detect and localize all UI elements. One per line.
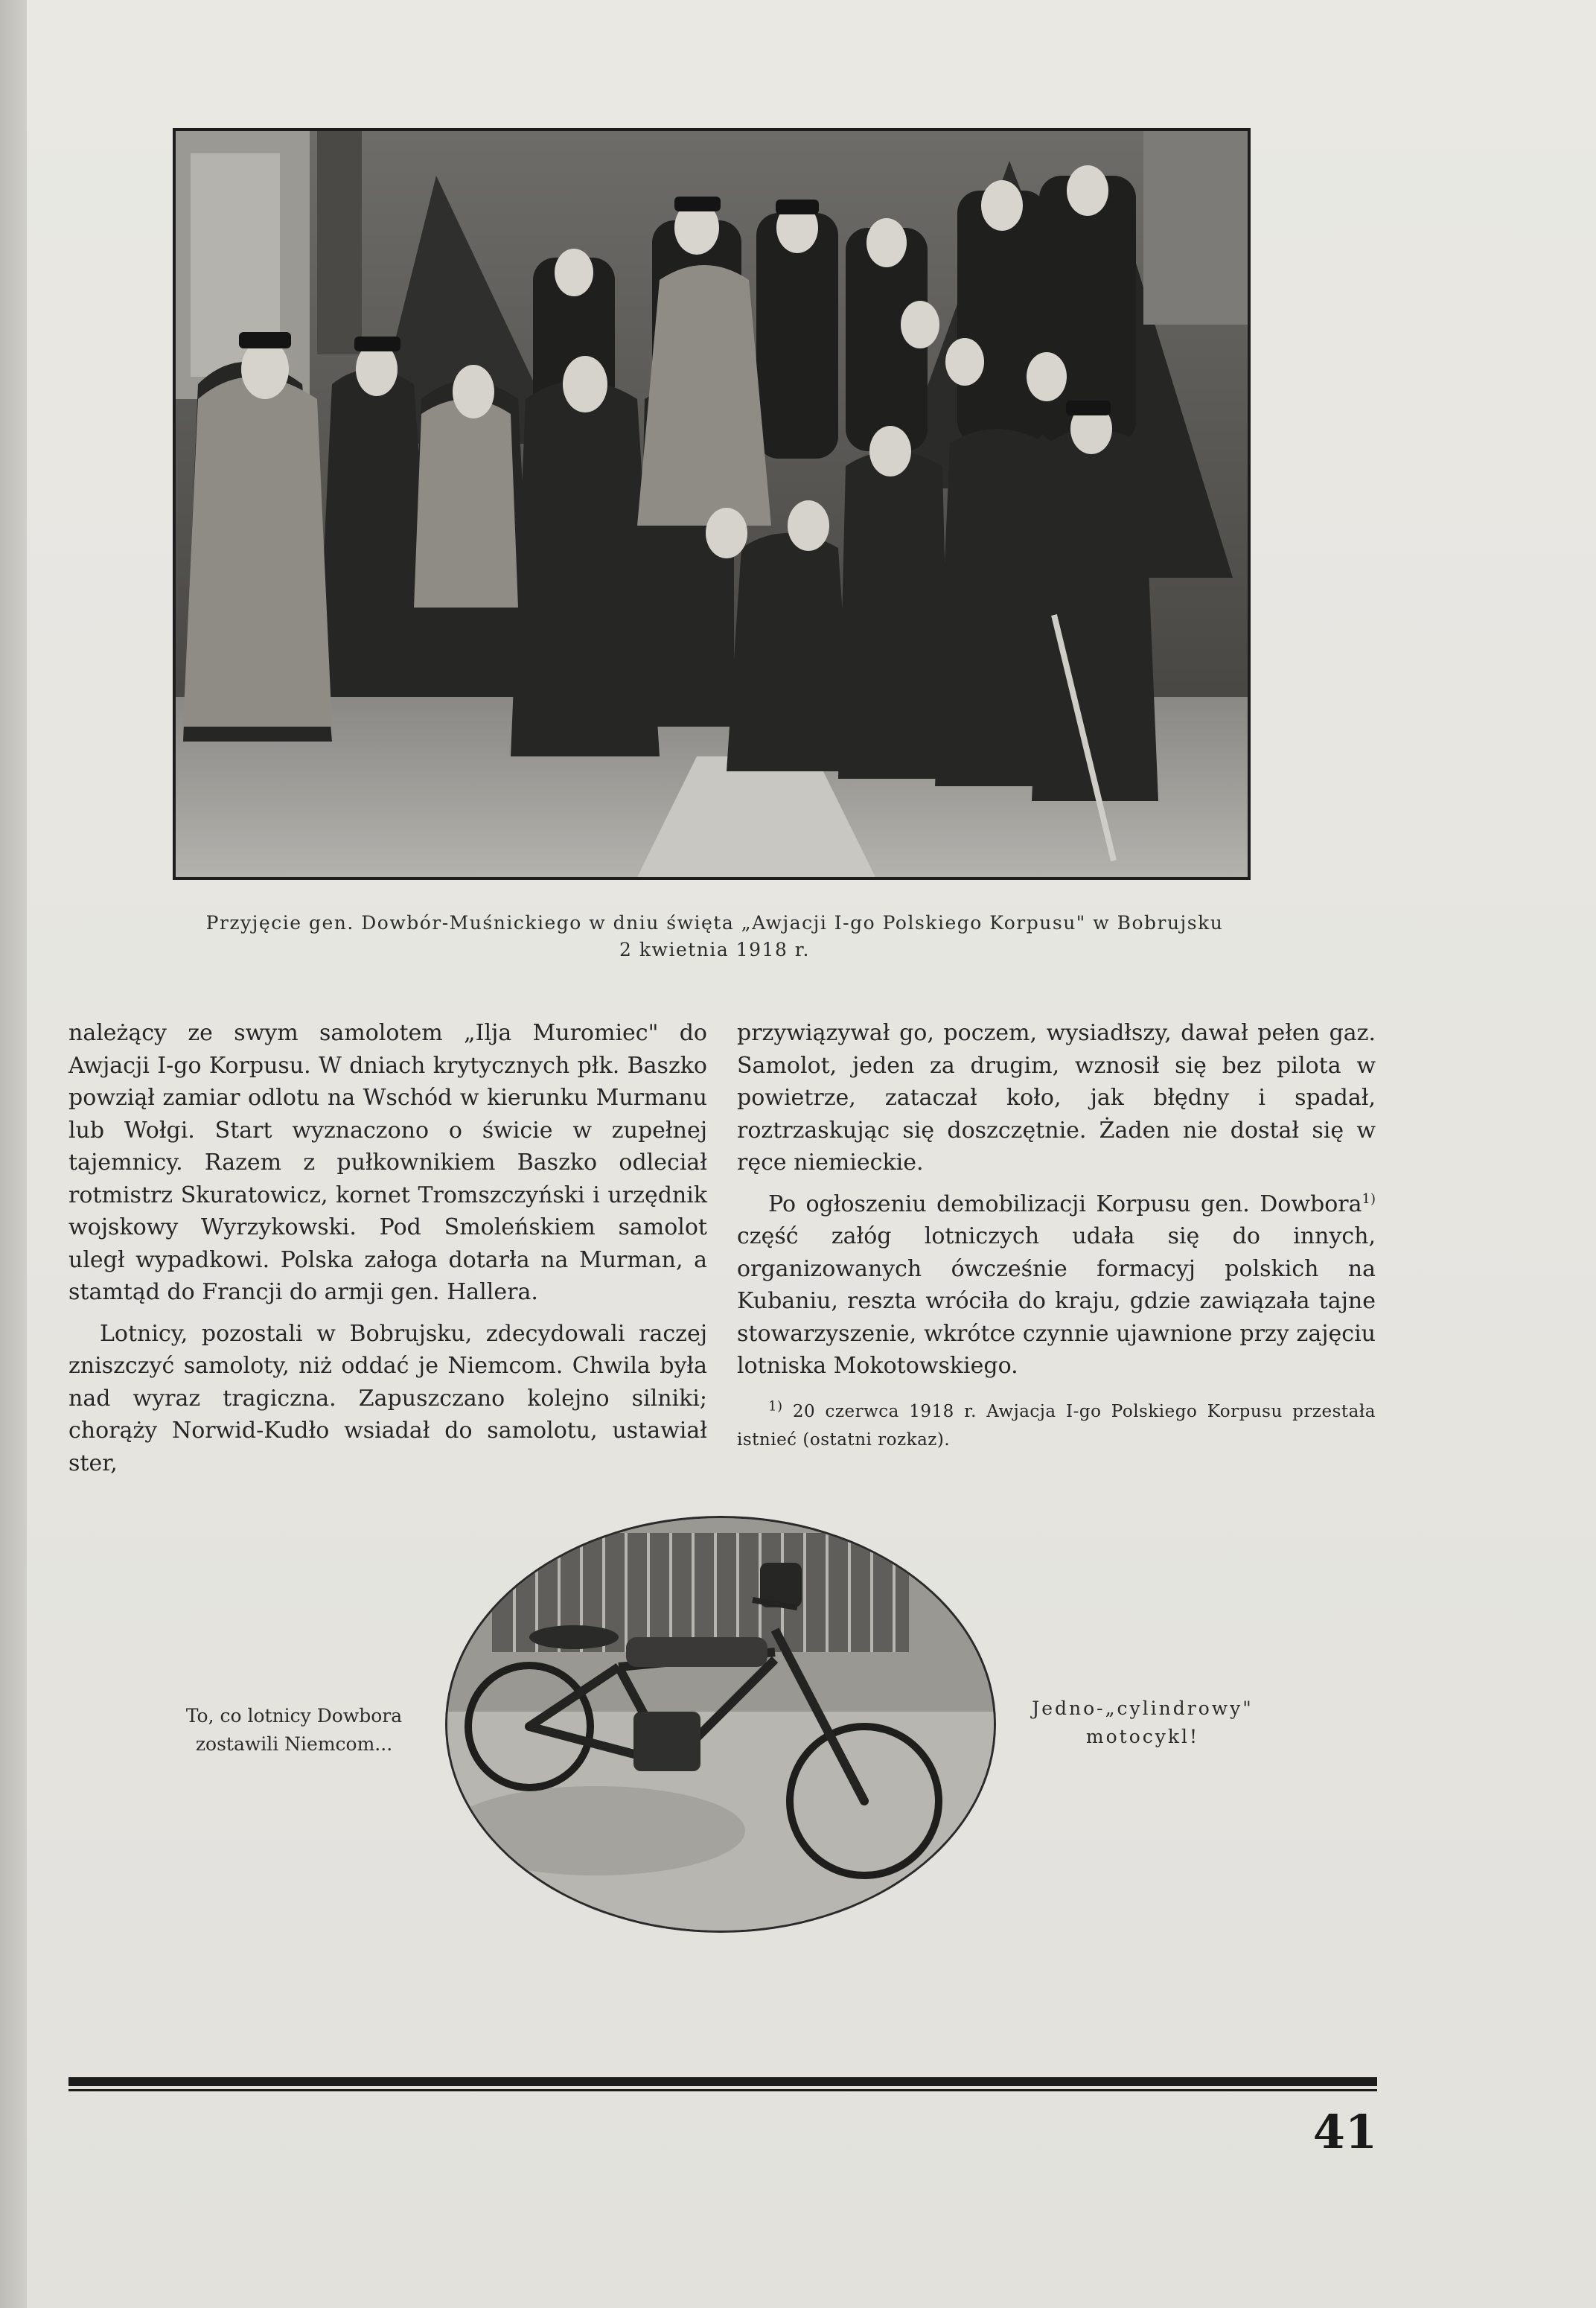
- motorcycle-caption-left: To, co lotnicy Dowbora zostawili Niemcom...: [185, 1705, 403, 1755]
- footnote-reference: 1): [1362, 1190, 1376, 1207]
- motorcycle-photograph: [445, 1516, 996, 1933]
- photo-caption: [179, 910, 1251, 963]
- page-number: 41: [1312, 2105, 1377, 2159]
- footer-rule-thick: [68, 2077, 1377, 2086]
- paragraph: [737, 1188, 1376, 1383]
- paragraph-text-before-note: Po ogłoszeniu demobilizacji Korpusu gen. Dowbora: [768, 1190, 1362, 1217]
- footer-rule-thin: [68, 2089, 1377, 2091]
- photo-caption-line-2: 2 kwietnia 1918 r.: [619, 939, 810, 960]
- footnote-text: 20 czerwca 1918 r. Awjacja I-go Polskiego Korpusu przestała istnieć (ostatni rozkaz).: [737, 1401, 1376, 1450]
- motorcycle-caption-right: Jedno-„cylindrowy" motocykl!: [1032, 1697, 1254, 1747]
- paragraph: Lotnicy, pozostali w Bobrujsku, zdecydowali raczej zniszczyć samoloty, niż oddać je Niemcom. Chwila była nad wyraz tragiczna. Zapuszczano kolejno silniki; chorąży Norwid-Kudło wsiadał do samolotu, ustawiał ster,: [68, 1320, 707, 1476]
- group-photograph: [173, 128, 1251, 880]
- paragraph: należący ze swym samolotem „Ilja Muromiec" do Awjacji I-go Korpusu. W dniach krytycznych płk. Baszko powziął zamiar odlotu na Wschód w kierunku Murmanu lub Wołgi. Start wyznaczono o świcie w zupełnej tajemnicy. Razem z pułkownikiem Baszko odleciał rotmistrz Skuratowicz, kornet Tromszczyński i urzędnik wojskowy Wyrzykowski. Pod Smoleńskiem samolot uległ wypadkowi. Polska załoga dotarła na Murman, a stamtąd do Francji do armji gen. Hallera.: [68, 1020, 707, 1305]
- motorcycle-photograph-image: [447, 1518, 994, 1931]
- photo-caption-line-1: Przyjęcie gen. Dowbór-Muśnickiego w dniu święta „Awjacji I-go Polskiego Korpusu" w Bobrujsku: [205, 912, 1224, 934]
- text-column-left: [68, 1017, 707, 1479]
- paragraph: przywiązywał go, poczem, wysiadłszy, dawał pełen gaz. Samolot, jeden za drugim, wznosił się bez pilota w powietrze, zataczał koło, jak błędny i spadał, roztrzaskując się doszczętnie. Żaden nie dostał się w ręce niemieckie.: [737, 1020, 1376, 1176]
- paragraph-text-after-note: część załóg lotniczych udała się do innych, organizowanych ówcześnie formacyj polskich na Kubaniu, reszta wróciła do kraju, gdzie zawiązała tajne stowarzyszenie, wkrótce czynnie ujawnione przy zajęciu lotniska Mokotowskiego.: [737, 1223, 1376, 1379]
- footnote-marker: 1): [768, 1397, 783, 1414]
- group-photograph-image: [176, 131, 1248, 877]
- footnote: [737, 1397, 1376, 1454]
- text-column-right: [737, 1017, 1376, 1454]
